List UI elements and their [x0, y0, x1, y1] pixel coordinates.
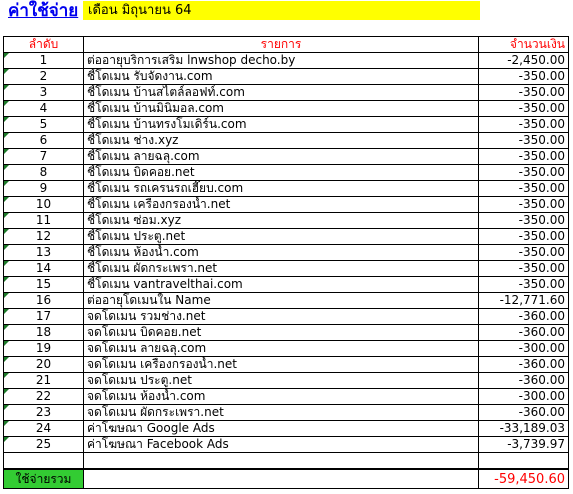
item-cell[interactable]: จดโดเมน ลายฉลุ.com [84, 341, 479, 357]
amount-cell[interactable]: -350.00 [479, 181, 569, 197]
amount-cell[interactable]: -12,771.60 [479, 293, 569, 309]
amount-cell[interactable]: -350.00 [479, 85, 569, 101]
table-row [4, 53, 569, 69]
row-number-cell[interactable]: 23 [4, 405, 84, 421]
empty-cell[interactable] [4, 453, 84, 470]
table-row [4, 357, 569, 373]
amount-cell[interactable]: -350.00 [479, 213, 569, 229]
column-header-item[interactable]: รายการ [84, 37, 479, 53]
item-cell[interactable]: ชี้โดเมน ประตู.net [84, 229, 479, 245]
row-number-cell[interactable]: 9 [4, 181, 84, 197]
table-row [4, 133, 569, 149]
table-row [4, 181, 569, 197]
amount-cell[interactable]: -300.00 [479, 341, 569, 357]
amount-cell[interactable]: -3,739.97 [479, 437, 569, 453]
amount-cell[interactable]: -350.00 [479, 229, 569, 245]
row-number-cell[interactable]: 18 [4, 325, 84, 341]
table-row [4, 101, 569, 117]
table-row [4, 117, 569, 133]
table-row [4, 69, 569, 85]
row-number-cell[interactable]: 13 [4, 245, 84, 261]
table-row [4, 405, 569, 421]
item-cell[interactable]: จดโดเมน เครื่องกรองน้ำ.net [84, 357, 479, 373]
item-cell[interactable]: ต่ออายุบริการเสริม lnwshop decho.by [84, 53, 479, 69]
title-row [0, 0, 573, 22]
row-number-cell[interactable]: 22 [4, 389, 84, 405]
row-number-cell[interactable]: 6 [4, 133, 84, 149]
amount-cell[interactable]: -33,189.03 [479, 421, 569, 437]
item-cell[interactable]: ชี้โดเมน บิดคอย.net [84, 165, 479, 181]
row-number-cell[interactable]: 17 [4, 309, 84, 325]
table-row [4, 373, 569, 389]
item-cell[interactable]: ชี้โดเมน รับจัดงาน.com [84, 69, 479, 85]
item-cell[interactable]: ต่ออายุโดเมนใน Name [84, 293, 479, 309]
table-row [4, 213, 569, 229]
total-empty-cell[interactable] [84, 469, 479, 489]
item-cell[interactable]: ชี้โดเมน บ้านสไตล์ลอฟท์.com [84, 85, 479, 101]
amount-cell[interactable]: -350.00 [479, 277, 569, 293]
expense-table [3, 36, 569, 489]
table-row [4, 277, 569, 293]
table-row [4, 85, 569, 101]
row-number-cell[interactable]: 21 [4, 373, 84, 389]
item-cell[interactable]: ชี้โดเมน ซ่อม.xyz [84, 213, 479, 229]
row-number-cell[interactable]: 25 [4, 437, 84, 453]
table-row [4, 421, 569, 437]
item-cell[interactable]: ชี้โดเมน ห้องน้ำ.com [84, 245, 479, 261]
row-number-cell[interactable]: 12 [4, 229, 84, 245]
item-cell[interactable]: จดโดเมน ประตู.net [84, 373, 479, 389]
row-number-cell[interactable]: 5 [4, 117, 84, 133]
header-row [4, 37, 569, 53]
row-number-cell[interactable]: 20 [4, 357, 84, 373]
table-row [4, 165, 569, 181]
item-cell[interactable]: ชี้โดเมน บ้านทรงโมเดิร์น.com [84, 117, 479, 133]
page-title[interactable]: ค่าใช้จ่าย [8, 1, 79, 21]
empty-row [4, 453, 569, 470]
amount-cell[interactable]: -350.00 [479, 197, 569, 213]
row-number-cell[interactable]: 24 [4, 421, 84, 437]
table-row [4, 293, 569, 309]
item-cell[interactable]: ชี้โดเมน รถเครนรถเฮี๊ยบ.com [84, 181, 479, 197]
row-number-cell[interactable]: 1 [4, 53, 84, 69]
table-row [4, 229, 569, 245]
item-cell[interactable]: จดโดเมน ห้องน้ำ.com [84, 389, 479, 405]
table-row [4, 309, 569, 325]
row-number-cell[interactable]: 16 [4, 293, 84, 309]
amount-cell[interactable]: -360.00 [479, 309, 569, 325]
item-cell[interactable]: ชี้โดเมน บ้านมินิมอล.com [84, 101, 479, 117]
amount-cell[interactable]: -350.00 [479, 261, 569, 277]
row-number-cell[interactable]: 7 [4, 149, 84, 165]
item-cell[interactable]: ชี้โดเมน ลายฉลุ.com [84, 149, 479, 165]
amount-cell[interactable]: -360.00 [479, 357, 569, 373]
table-row [4, 389, 569, 405]
amount-cell[interactable]: -350.00 [479, 149, 569, 165]
row-number-cell[interactable]: 3 [4, 85, 84, 101]
table-row [4, 197, 569, 213]
amount-cell[interactable]: -300.00 [479, 389, 569, 405]
table-row [4, 245, 569, 261]
table-row [4, 149, 569, 165]
table-row [4, 261, 569, 277]
row-number-cell[interactable]: 2 [4, 69, 84, 85]
item-cell[interactable]: ชี้โดเมน ช่าง.xyz [84, 133, 479, 149]
item-cell[interactable]: ค่าโฆษณา Google Ads [84, 421, 479, 437]
row-number-cell[interactable]: 4 [4, 101, 84, 117]
row-number-cell[interactable]: 19 [4, 341, 84, 357]
row-number-cell[interactable]: 11 [4, 213, 84, 229]
item-cell[interactable]: ชี้โดเมน vantravelthai.com [84, 277, 479, 293]
total-amount[interactable]: -59,450.60 [479, 469, 569, 489]
amount-cell[interactable]: -350.00 [479, 245, 569, 261]
table-row [4, 325, 569, 341]
row-number-cell[interactable]: 8 [4, 165, 84, 181]
item-cell[interactable]: จดโดเมน ผัดกระเพรา.net [84, 405, 479, 421]
item-cell[interactable]: ค่าโฆษณา Facebook Ads [84, 437, 479, 453]
table-row [4, 437, 569, 453]
amount-cell[interactable]: -350.00 [479, 101, 569, 117]
row-number-cell[interactable]: 15 [4, 277, 84, 293]
total-label[interactable]: ใช้จ่ายรวม [4, 469, 84, 489]
amount-cell[interactable]: -360.00 [479, 405, 569, 421]
item-cell[interactable]: ชี้โดเมน เครื่องกรองน้ำ.net [84, 197, 479, 213]
item-cell[interactable]: จดโดเมน รวมช่าง.net [84, 309, 479, 325]
column-header-amount[interactable]: จำนวนเงิน [479, 37, 569, 53]
empty-cell[interactable] [84, 453, 479, 470]
amount-cell[interactable]: -360.00 [479, 373, 569, 389]
amount-cell[interactable]: -350.00 [479, 165, 569, 181]
amount-cell[interactable]: -350.00 [479, 69, 569, 85]
month-label[interactable]: เดือน มิถุนายน 64 [83, 1, 480, 20]
row-number-cell[interactable]: 10 [4, 197, 84, 213]
amount-cell[interactable]: -350.00 [479, 117, 569, 133]
row-number-cell[interactable]: 14 [4, 261, 84, 277]
item-cell[interactable]: จดโดเมน บิดคอย.net [84, 325, 479, 341]
amount-cell[interactable]: -360.00 [479, 325, 569, 341]
total-row [4, 469, 569, 489]
amount-cell[interactable]: -2,450.00 [479, 53, 569, 69]
item-cell[interactable]: ชี้โดเมน ผัดกระเพรา.net [84, 261, 479, 277]
table-row [4, 341, 569, 357]
column-header-no[interactable]: ลำดับ [4, 37, 84, 53]
amount-cell[interactable]: -350.00 [479, 133, 569, 149]
empty-cell[interactable] [479, 453, 569, 470]
